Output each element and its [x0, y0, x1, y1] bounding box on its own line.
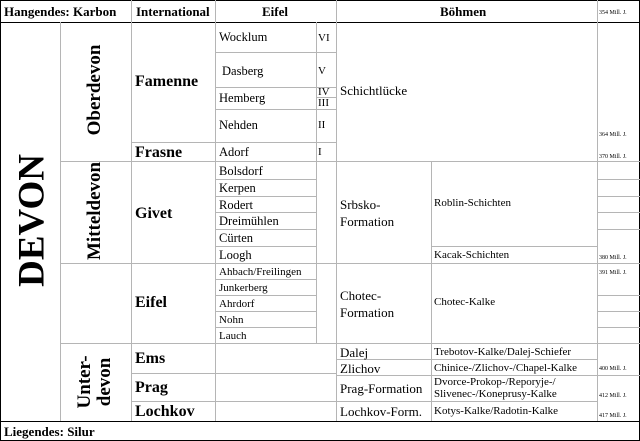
- boehmen-lochkov-kalke: Kotys-Kalke/Radotin-Kalke: [434, 405, 559, 417]
- age-400: 400 Mill. J.: [599, 366, 627, 372]
- unit-ahbach-freilingen: Ahbach/Freilingen: [219, 266, 302, 278]
- series-unterdevon: [75, 337, 115, 427]
- stage-eifel: Eifel: [135, 294, 167, 311]
- stage-givet: Givet: [135, 205, 173, 222]
- age-412: 412 Mill. J.: [599, 393, 627, 399]
- boehmen-chotec-line1: Chotec-: [340, 288, 382, 303]
- unit-rodert: Rodert: [219, 198, 254, 212]
- boehmen-chotec-kalke: Chotec-Kalke: [434, 296, 496, 308]
- age-370: 370 Mill. J.: [599, 154, 627, 160]
- series-unterdevon-line1: Unter-: [74, 355, 96, 409]
- unit-kerpen: Kerpen: [219, 181, 256, 195]
- age-354: 354 Mill. J.: [599, 10, 627, 16]
- boehmen-lochkov-form: Lochkov-Form.: [340, 404, 422, 419]
- boehmen-srbsko-line1: Srbsko-: [340, 197, 381, 212]
- boehmen-roblin: Roblin-Schichten: [434, 197, 511, 209]
- numeral-i: I: [318, 146, 322, 158]
- unit-adorf: Adorf: [219, 145, 249, 159]
- liegendes-label: Liegendes: Silur: [4, 424, 95, 439]
- boehmen-srbsko-line2: Formation: [340, 214, 395, 229]
- boehmen-header: Böhmen: [440, 4, 487, 19]
- unit-junkerberg: Junkerberg: [219, 282, 268, 294]
- numeral-iv: IV: [318, 86, 330, 98]
- numeral-ii: II: [318, 119, 326, 131]
- unit-cuerten: Cürten: [219, 231, 254, 245]
- unit-wocklum: Wocklum: [219, 30, 268, 44]
- system-devon: DEVON: [11, 153, 53, 287]
- boehmen-prag-kalke-line1: Dvorce-Prokop-/Reporyje-/: [434, 376, 556, 388]
- unit-nohn: Nohn: [219, 314, 244, 326]
- series-oberdevon: Oberdevon: [84, 44, 106, 136]
- numeral-iii: III: [318, 97, 329, 109]
- numeral-v: V: [318, 65, 326, 77]
- unit-loogh: Loogh: [219, 248, 252, 262]
- eifel-header: Eifel: [262, 4, 288, 19]
- boehmen-dalej: Dalej: [340, 345, 369, 360]
- stage-prag: Prag: [135, 379, 168, 396]
- boehmen-zlichov-kalke: Chinice-/Zlichov-/Chapel-Kalke: [434, 362, 577, 374]
- age-380: 380 Mill. J.: [599, 255, 627, 261]
- boehmen-zlichov: Zlichov: [340, 361, 381, 376]
- unit-bolsdorf: Bolsdorf: [219, 164, 263, 178]
- age-391: 391 Mill. J.: [599, 270, 627, 276]
- unit-dreimuehlen: Dreimühlen: [219, 214, 279, 228]
- boehmen-prag-formation: Prag-Formation: [340, 381, 423, 396]
- unit-hemberg: Hemberg: [219, 91, 266, 105]
- stage-famenne: Famenne: [135, 73, 199, 90]
- unit-dasberg: Dasberg: [222, 64, 264, 78]
- unit-ahrdorf: Ahrdorf: [219, 298, 255, 310]
- age-364: 364 Mill. J.: [599, 132, 627, 138]
- boehmen-kacak: Kacak-Schichten: [434, 249, 510, 261]
- unit-nehden: Nehden: [219, 118, 258, 132]
- boehmen-dalej-kalke: Trebotov-Kalke/Dalej-Schiefer: [434, 346, 572, 358]
- stage-ems: Ems: [135, 350, 166, 367]
- stage-frasne: Frasne: [135, 144, 183, 161]
- age-417: 417 Mill. J.: [599, 413, 627, 419]
- series-mitteldevon: Mitteldevon: [84, 161, 106, 261]
- unit-lauch: Lauch: [219, 330, 247, 342]
- hangendes-label: Hangendes: Karbon: [4, 4, 117, 19]
- boehmen-prag-kalke-line2: Slivenec-/Koneprusy-Kalke: [434, 388, 557, 400]
- boehmen-chotec-line2: Formation: [340, 305, 395, 320]
- stage-lochkov: Lochkov: [135, 403, 195, 420]
- numeral-vi: VI: [318, 32, 330, 44]
- international-header: International: [136, 4, 210, 19]
- series-unterdevon-line2: devon: [94, 357, 115, 407]
- boehmen-schichtluecke: Schichtlücke: [340, 83, 408, 98]
